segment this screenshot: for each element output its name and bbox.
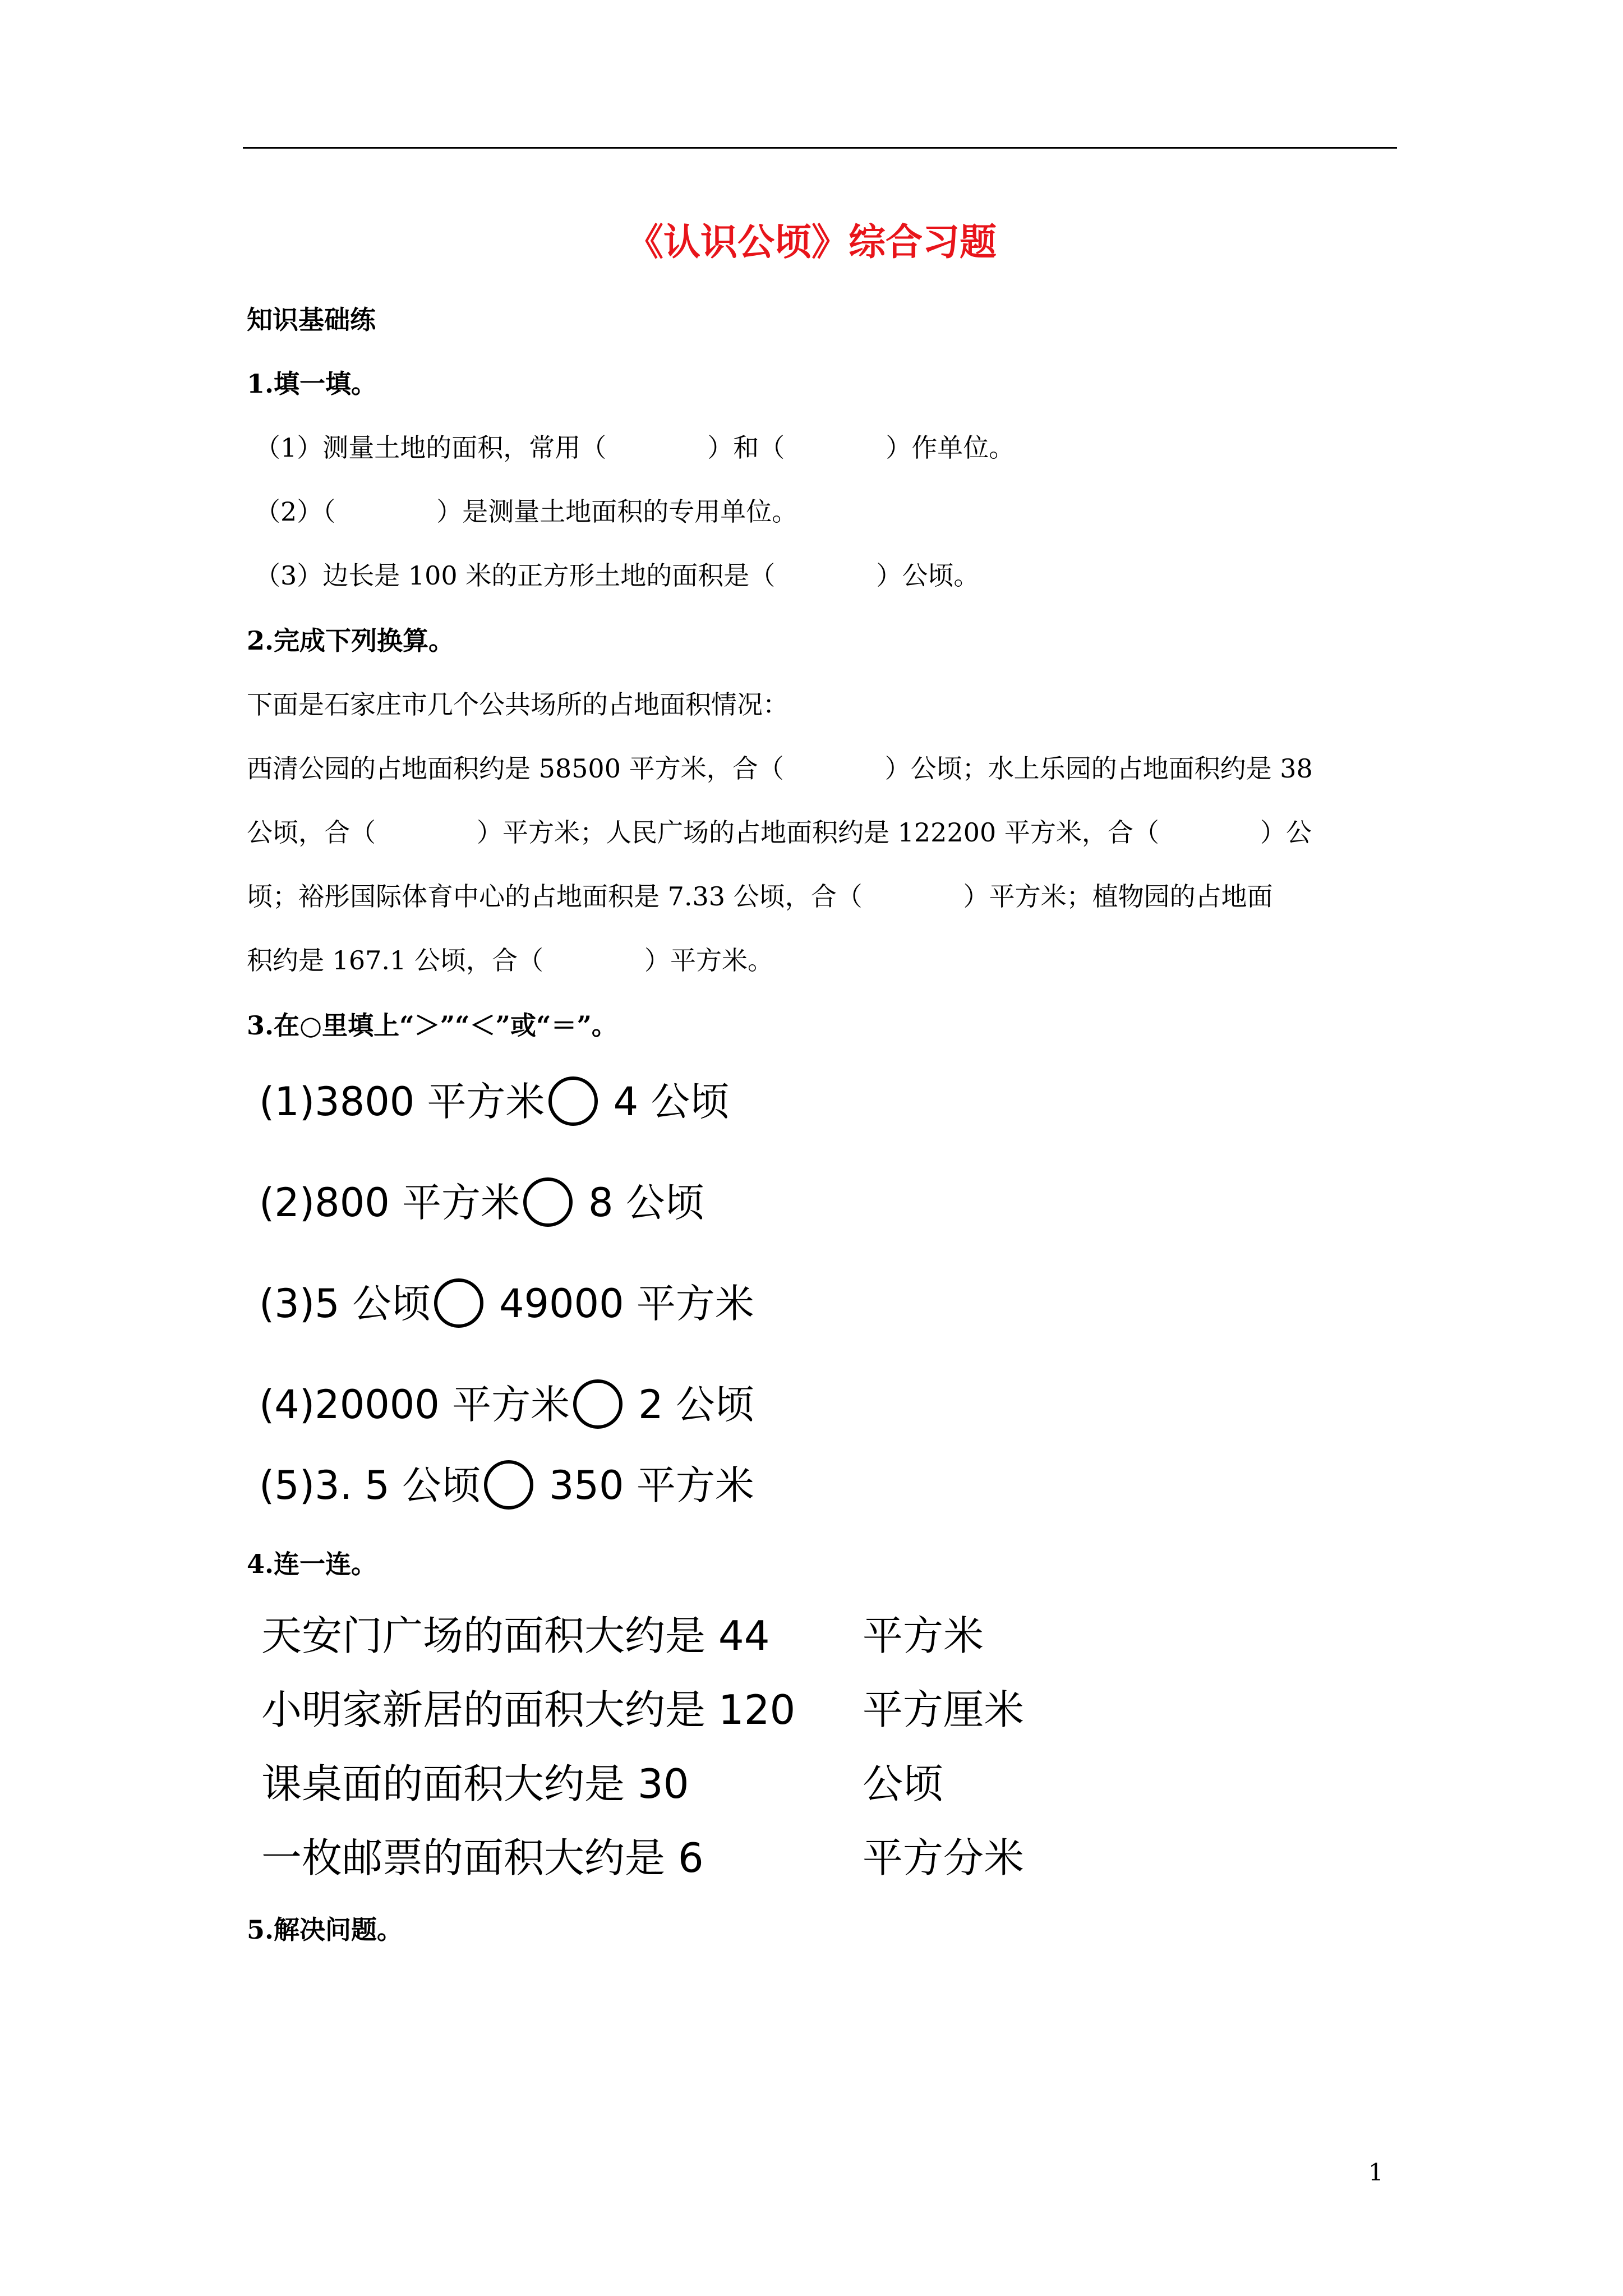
q2-line-3-part-a: 顷；裕彤国际体育中心的占地面积是 7.33 公顷，合（	[247, 881, 863, 912]
q3-item-1-left: (1)3800 平方米	[259, 1079, 545, 1125]
q1-item-1-part-c: ）作单位。	[886, 432, 1015, 463]
q1-heading: 1.填一填。	[247, 369, 377, 399]
page-title: 《认识公顷》综合习题	[626, 220, 997, 264]
q3-heading: 3.在○里填上“＞”“＜”或“＝”。	[247, 1010, 617, 1041]
q3-item-3-left: (3)5 公顷	[259, 1281, 431, 1327]
q3-item-3	[259, 1272, 754, 1331]
q1-item-2	[255, 491, 797, 528]
q3-item-5	[259, 1454, 754, 1513]
q2-line-1	[247, 748, 1313, 785]
q2-line-4-part-b: ）平方米。	[644, 945, 773, 976]
q2-line-2-part-b: ）平方米；人民广场的占地面积约是 122200 平方米，合（	[477, 817, 1159, 848]
compare-circle	[573, 1379, 623, 1429]
q2-line-2-part-c: ）公	[1260, 817, 1312, 848]
q1-item-3-part-a: （3）边长是 100 米的正方形土地的面积是（	[255, 560, 776, 591]
q1-item-2-part-a: （2）（	[255, 496, 336, 527]
q3-item-1	[259, 1070, 729, 1129]
q4-heading: 4.连一连。	[247, 1549, 377, 1579]
q3-item-1-right: 4 公顷	[613, 1079, 730, 1125]
q3-item-3-right: 49000 平方米	[499, 1281, 754, 1327]
q4-right-4: 平方分米	[863, 1834, 1025, 1881]
q2-line-1-part-b: ）公顷；水上乐园的占地面积约是 38	[884, 753, 1313, 784]
q2-line-3	[247, 876, 1273, 913]
q2-heading: 2.完成下列换算。	[247, 625, 455, 656]
page-number: 1	[1368, 2159, 1384, 2186]
q2-line-4-part-a: 积约是 167.1 公顷，合（	[247, 945, 543, 976]
q4-right-3: 公顷	[863, 1760, 944, 1807]
q3-item-4-left: (4)20000 平方米	[259, 1382, 570, 1428]
compare-circle	[548, 1076, 598, 1126]
q2-line-2-part-a: 公顷，合（	[247, 817, 376, 848]
q1-item-1-part-a: （1）测量土地的面积，常用（	[255, 432, 607, 463]
q1-item-1-part-b: ）和（	[707, 432, 785, 463]
q3-item-2	[259, 1171, 704, 1230]
q1-item-3	[255, 555, 979, 592]
section-heading: 知识基础练	[247, 305, 376, 335]
q2-line-3-part-b: ）平方米；植物园的占地面	[963, 881, 1273, 912]
q2-intro: 下面是石家庄市几个公共场所的占地面积情况：	[247, 689, 789, 720]
q4-right-1: 平方米	[863, 1612, 984, 1659]
compare-circle	[484, 1460, 533, 1510]
q1-item-2-part-b: ）是测量土地面积的专用单位。	[436, 496, 798, 527]
compare-circle	[434, 1278, 483, 1328]
q1-item-3-part-b: ）公顷。	[876, 560, 980, 591]
q4-left-2: 小明家新居的面积大约是 120	[261, 1686, 796, 1733]
q4-left-3: 课桌面的面积大约是 30	[261, 1760, 689, 1807]
compare-circle	[523, 1177, 573, 1227]
q2-line-2	[247, 812, 1312, 849]
q3-item-2-left: (2)800 平方米	[259, 1180, 520, 1226]
q3-item-4	[259, 1373, 754, 1432]
q3-item-5-right: 350 平方米	[548, 1462, 754, 1508]
q3-item-4-right: 2 公顷	[638, 1382, 754, 1428]
q4-left-4: 一枚邮票的面积大约是 6	[261, 1834, 704, 1881]
q5-heading: 5.解决问题。	[247, 1915, 403, 1945]
q1-item-1	[255, 427, 1015, 464]
q4-left-1: 天安门广场的面积大约是 44	[261, 1612, 770, 1659]
q2-line-1-part-a: 西清公园的占地面积约是 58500 平方米，合（	[247, 753, 784, 784]
q4-right-2: 平方厘米	[863, 1686, 1025, 1733]
q3-item-2-right: 8 公顷	[588, 1180, 704, 1226]
q3-item-5-left: (5)3. 5 公顷	[259, 1462, 481, 1508]
q2-line-4	[247, 940, 773, 977]
header-rule	[243, 147, 1397, 149]
